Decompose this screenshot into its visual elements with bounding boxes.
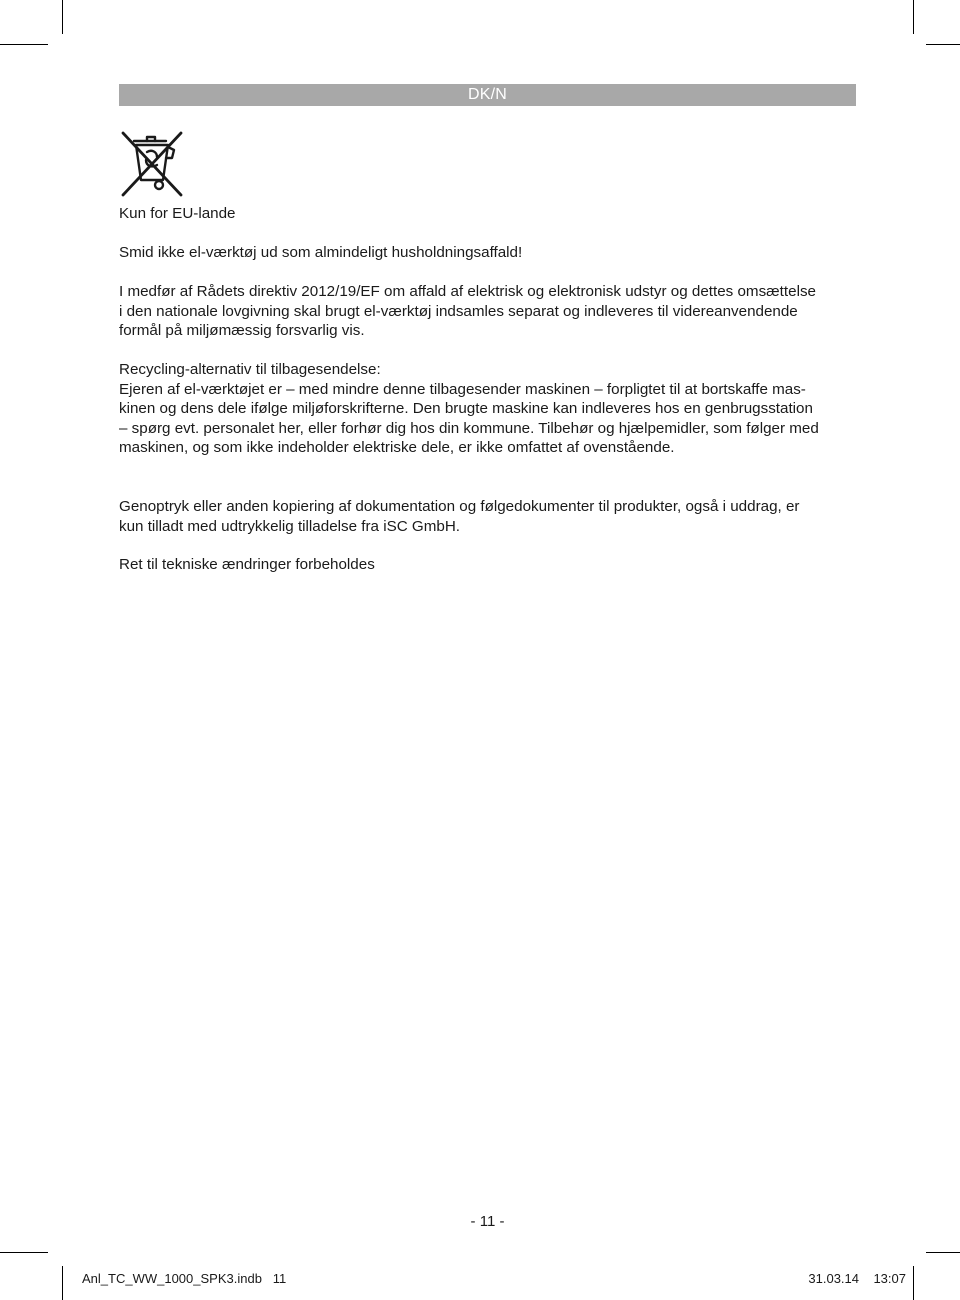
- crop-mark-bottom-right-vertical: [913, 1266, 914, 1300]
- print-date: 31.03.14: [808, 1271, 859, 1286]
- paragraph-line: formål på miljømæssig forsvarlig vis.: [119, 322, 365, 339]
- paragraph-line: I medfør af Rådets direktiv 2012/19/EF om affald af elektrisk og elektronisk udstyr og dettes omsættelse: [119, 283, 816, 300]
- household-waste-warning: Smid ikke el-værktøj ud som almindeligt husholdningsaffald!: [119, 244, 523, 261]
- paragraph-line: Ejeren af el-værktøjet er – med mindre denne tilbagesender maskinen – forpligtet til at bortskaffe mas-: [119, 380, 806, 398]
- paragraph-line: Recycling-alternativ til tilbagesendelse:: [119, 361, 381, 378]
- paragraph-line: maskinen, og som ikke indeholder elektriske dele, er ikke omfattet af ovenstående.: [119, 439, 675, 456]
- crop-mark-top-right-vertical: [913, 0, 914, 34]
- crop-mark-top-left-vertical: [62, 0, 63, 34]
- paragraph-line: kun tilladt med udtrykkelig tilladelse fra iSC GmbH.: [119, 517, 461, 535]
- language-label: DK/N: [467, 86, 508, 103]
- print-file-name: Anl_TC_WW_1000_SPK3.indb 11: [82, 1271, 287, 1286]
- technical-changes-note: Ret til tekniske ændringer forbeholdes: [119, 556, 375, 573]
- crossed-out-wheelie-bin-icon: [119, 128, 185, 198]
- paragraph-line: i den nationale lovgivning skal brugt el-værktøj indsamles separat og indleveres til videreanvendende: [119, 302, 798, 320]
- reprint-paragraph: [119, 497, 859, 536]
- crop-mark-bottom-left-vertical: [62, 1266, 63, 1300]
- crop-mark-top-right-horizontal: [926, 44, 960, 45]
- eu-countries-heading: Kun for EU-lande: [119, 205, 236, 222]
- print-time: 13:07: [873, 1271, 906, 1286]
- crop-mark-bottom-left-horizontal: [0, 1252, 48, 1253]
- paragraph-line: kinen og dens dele ifølge miljøforskrifterne. Den brugte maskine kan indleveres hos en genbrugsstation: [119, 400, 813, 417]
- paragraph-line: Genoptryk eller anden kopiering af dokumentation og følgedokumenter til produkter, også i uddrag, er: [119, 498, 800, 515]
- page-number: - 11 -: [470, 1213, 505, 1230]
- crop-mark-top-left-horizontal: [0, 44, 48, 45]
- language-header-bar: [119, 84, 856, 106]
- directive-paragraph: [119, 282, 859, 341]
- crop-mark-bottom-right-horizontal: [926, 1252, 960, 1253]
- recycling-paragraph: [119, 360, 859, 458]
- paragraph-line: – spørg evt. personalet her, eller forhør dig hos din kommune. Tilbehør og hjælpemidler, som følger med: [119, 419, 819, 437]
- print-timestamp: [808, 1271, 906, 1286]
